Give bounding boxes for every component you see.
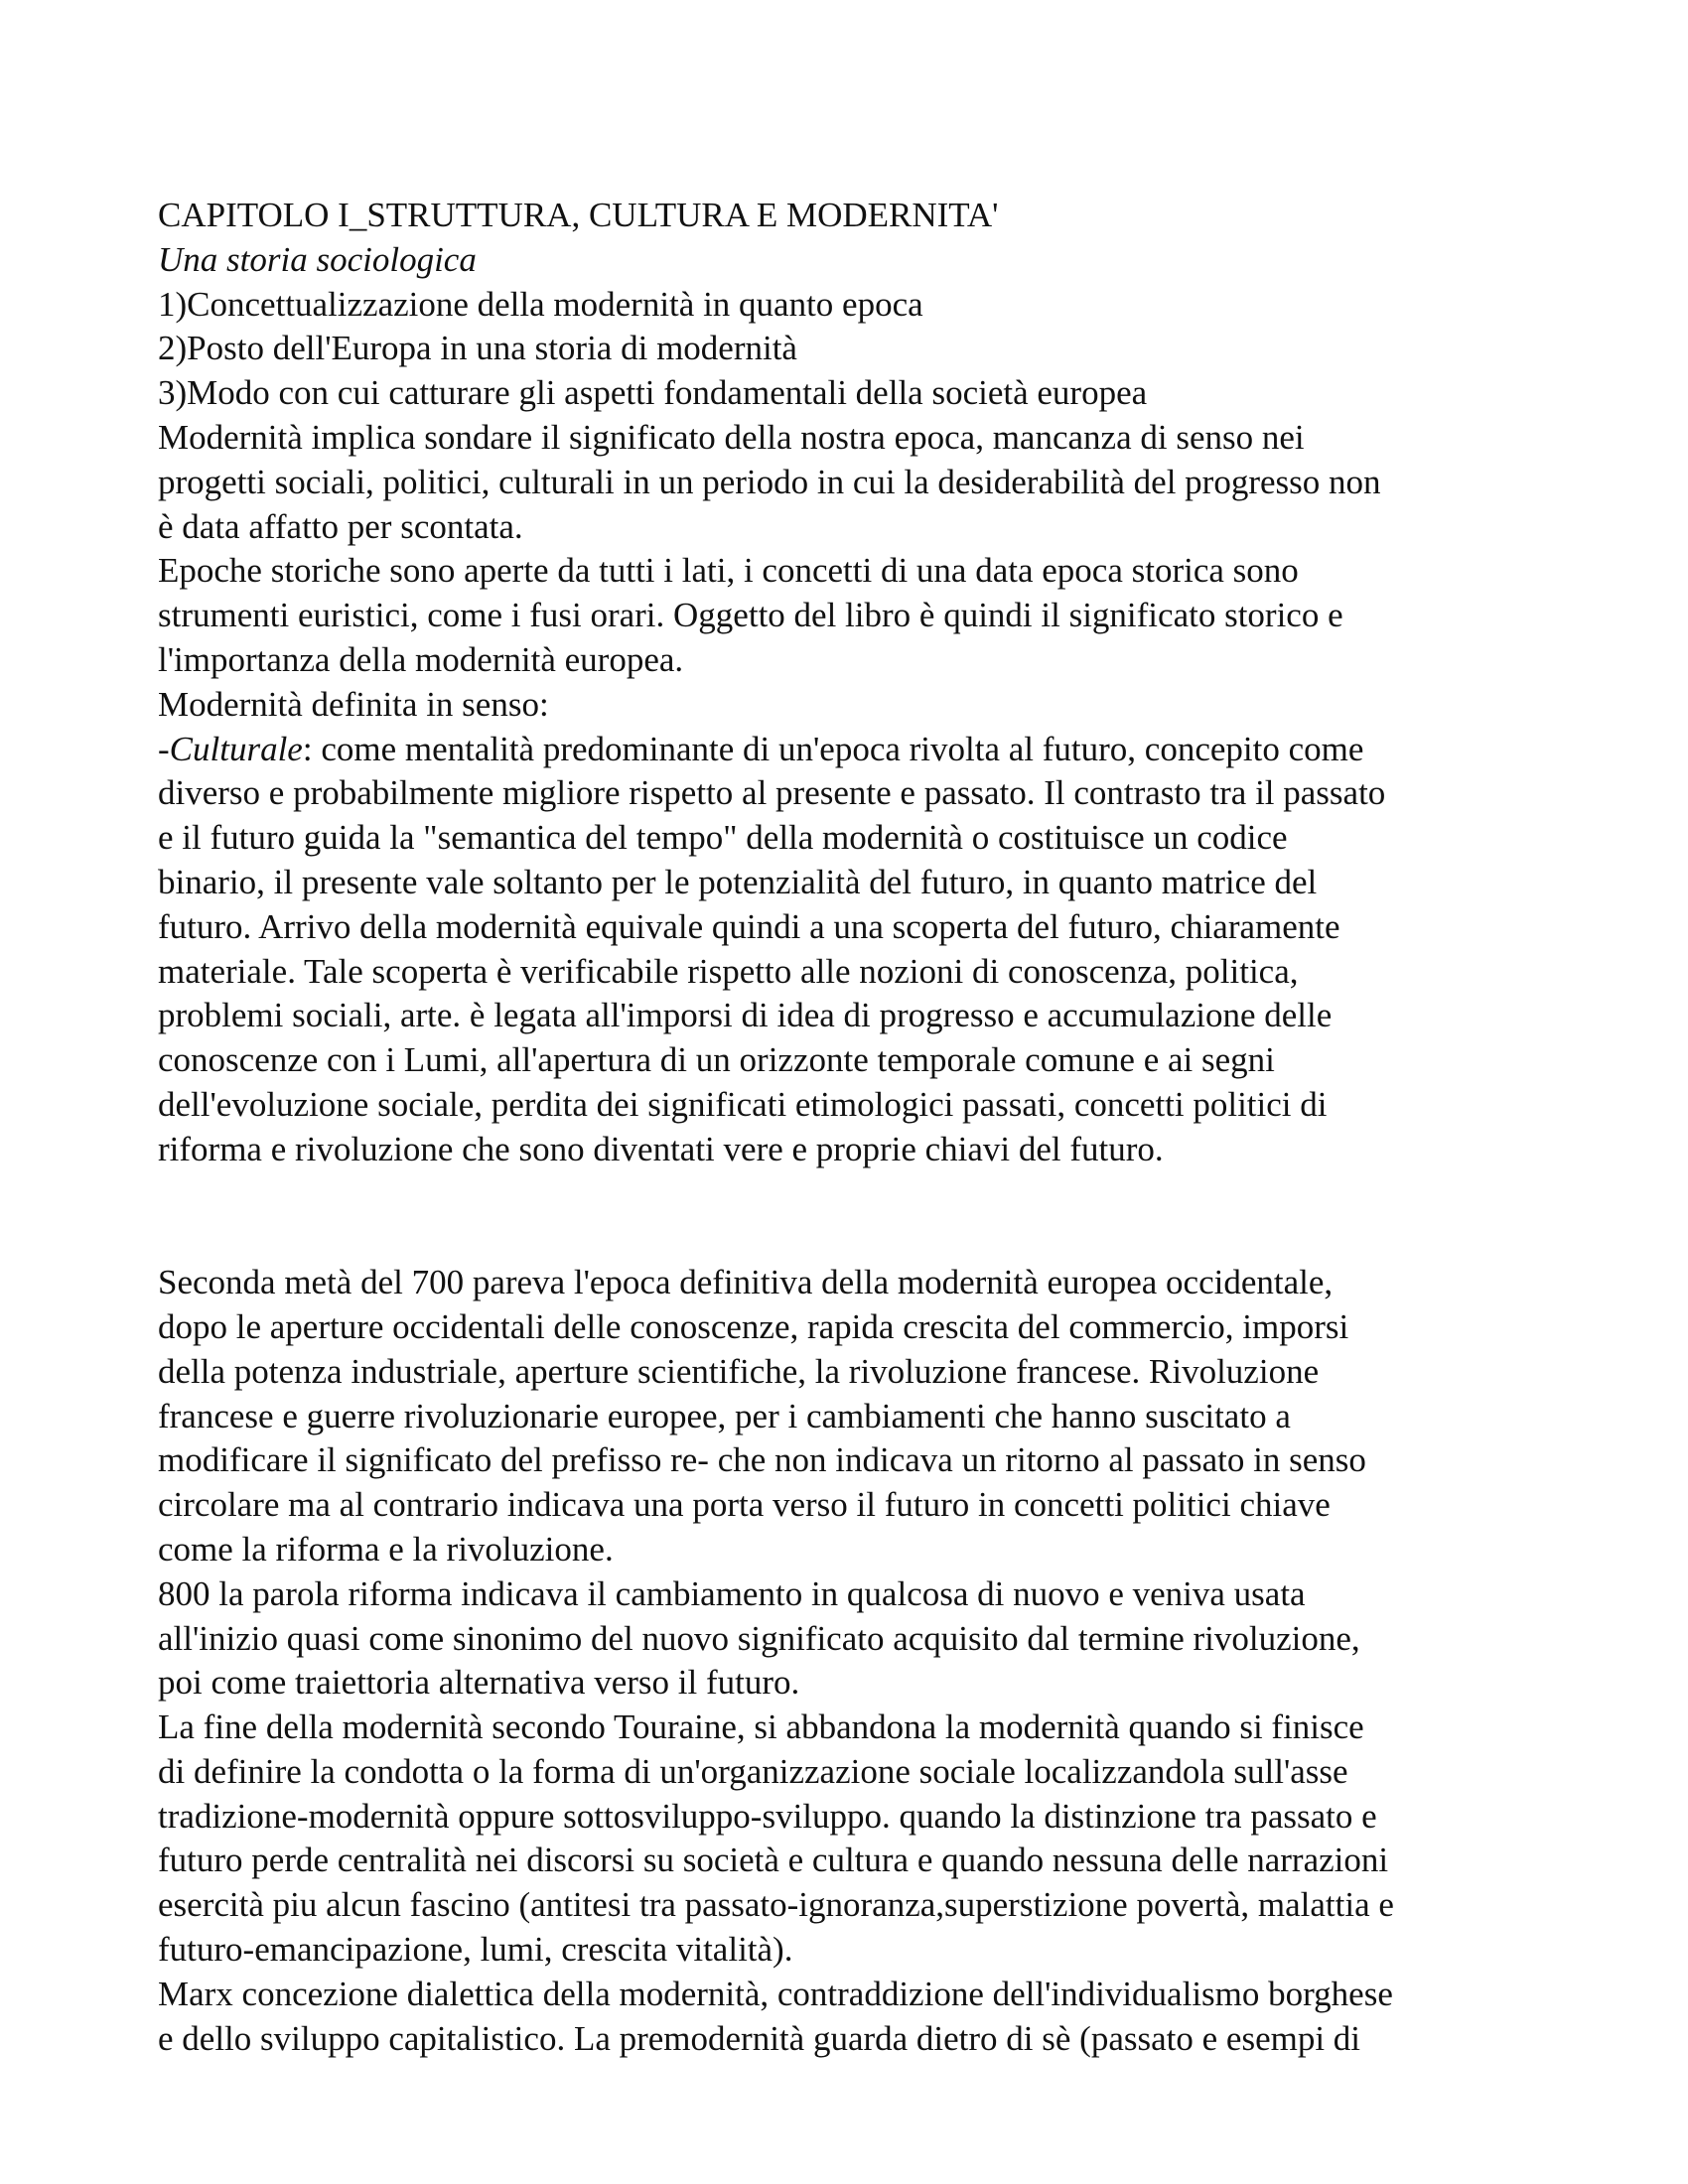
paragraph-line: tradizione-modernità oppure sottosviluppo-sviluppo. quando la distinzione tra passato e <box>158 1796 1377 1836</box>
paragraph-line: riforma e rivoluzione che sono diventati vere e proprie chiavi del futuro. <box>158 1129 1164 1168</box>
paragraph-line: dell'evoluzione sociale, perdita dei significati etimologici passati, concetti politici di <box>158 1084 1328 1124</box>
paragraph-line: diverso e probabilmente migliore rispetto al presente e passato. Il contrasto tra il passato <box>158 773 1386 813</box>
paragraph-line: di definire la condotta o la forma di un'organizzazione sociale localizzandola sull'asse <box>158 1751 1348 1791</box>
paragraph-line: Modernità implica sondare il significato della nostra epoca, mancanza di senso nei <box>158 417 1305 457</box>
paragraph-line: e dello sviluppo capitalistico. La premodernità guarda dietro di sè (passato e esempi di <box>158 2018 1361 2058</box>
paragraph-touraine <box>158 1706 1538 1973</box>
paragraph-historical-epochs <box>158 549 1538 682</box>
paragraph-line: circolare ma al contrario indicava una porta verso il futuro in concetti politici chiave <box>158 1485 1331 1525</box>
paragraph-800 <box>158 1572 1538 1706</box>
point-3: 3)Modo con cui catturare gli aspetti fondamentali della società europea <box>158 373 1148 413</box>
point-2: 2)Posto dell'Europa in una storia di modernità <box>158 329 797 368</box>
document-page <box>158 194 1538 2061</box>
paragraph-line: Epoche storiche sono aperte da tutti i lati, i concetti di una data epoca storica sono <box>158 551 1299 591</box>
paragraph-line: Marx concezione dialettica della modernità, contraddizione dell'individualismo borghese <box>158 1974 1393 2013</box>
paragraph-line: come la riforma e la rivoluzione. <box>158 1529 614 1569</box>
point-1: 1)Concettualizzazione della modernità in quanto epoca <box>158 284 923 324</box>
chapter-title: CAPITOLO I_STRUTTURA, CULTURA E MODERNITA' <box>158 196 999 234</box>
paragraph-line: della potenza industriale, aperture scientifiche, la rivoluzione francese. Rivoluzione <box>158 1351 1320 1391</box>
paragraph-cultural-sense <box>158 728 1538 1172</box>
paragraph-line: futuro. Arrivo della modernità equivale quindi a una scoperta del futuro, chiaramente <box>158 906 1340 946</box>
paragraph-line-lead <box>158 728 1538 772</box>
paragraph-line: e il futuro guida la "semantica del tempo" della modernità o costituisce un codice <box>158 818 1288 858</box>
paragraph-line: l'importanza della modernità europea. <box>158 639 684 679</box>
paragraph-line: binario, il presente vale soltanto per le potenzialità del futuro, in quanto matrice del <box>158 862 1318 901</box>
paragraph-definition-heading: Modernità definita in senso: <box>158 684 549 724</box>
paragraph-700 <box>158 1261 1538 1572</box>
paragraph-line: strumenti euristici, come i fusi orari. Oggetto del libro è quindi il significato storico e <box>158 596 1343 635</box>
paragraph-line: futuro perde centralità nei discorsi su società e cultura e quando nessuna delle narrazioni <box>158 1841 1389 1880</box>
paragraph-line: poi come traiettoria alternativa verso il futuro. <box>158 1663 800 1703</box>
paragraph-line: futuro-emancipazione, lumi, crescita vitalità). <box>158 1930 793 1970</box>
paragraph-modernity-meaning <box>158 416 1538 549</box>
paragraph-line: dopo le aperture occidentali delle conoscenze, rapida crescita del commercio, imporsi <box>158 1306 1349 1346</box>
paragraph-line: La fine della modernità secondo Touraine, si abbandona la modernità quando si finisce <box>158 1707 1364 1747</box>
paragraph-line: all'inizio quasi come sinonimo del nuovo significato acquisito dal termine rivoluzione, <box>158 1618 1360 1658</box>
paragraph-line: materiale. Tale scoperta è verificabile rispetto alle nozioni di conoscenza, politica, <box>158 951 1299 991</box>
paragraph-line: esercità piu alcun fascino (antitesi tra passato-ignoranza,superstizione povertà, malattia e <box>158 1885 1394 1925</box>
paragraph-spacer <box>158 1172 1538 1262</box>
chapter-subtitle: Una storia sociologica <box>158 239 477 279</box>
paragraph-line: francese e guerre rivoluzionarie europee, per i cambiamenti che hanno suscitato a <box>158 1396 1291 1435</box>
paragraph-marx <box>158 1973 1538 2062</box>
lead-italic-term: Culturale <box>169 729 303 768</box>
paragraph-line: progetti sociali, politici, culturali in un periodo in cui la desiderabilità del progresso non <box>158 462 1381 501</box>
paragraph-line: conoscenze con i Lumi, all'apertura di un orizzonte temporale comune e ai segni <box>158 1040 1275 1080</box>
paragraph-line: modificare il significato del prefisso re- che non indicava un ritorno al passato in senso <box>158 1440 1366 1480</box>
numbered-points <box>158 283 1538 416</box>
paragraph-line: è data affatto per scontata. <box>158 506 523 546</box>
paragraph-line: 800 la parola riforma indicava il cambiamento in qualcosa di nuovo e veniva usata <box>158 1573 1306 1613</box>
lead-rest: : come mentalità predominante di un'epoca rivolta al futuro, concepito come <box>302 729 1364 768</box>
paragraph-line: problemi sociali, arte. è legata all'imporsi di idea di progresso e accumulazione delle <box>158 996 1333 1035</box>
lead-dash: - <box>158 729 170 768</box>
paragraph-line: Seconda metà del 700 pareva l'epoca definitiva della modernità europea occidentale, <box>158 1263 1334 1302</box>
